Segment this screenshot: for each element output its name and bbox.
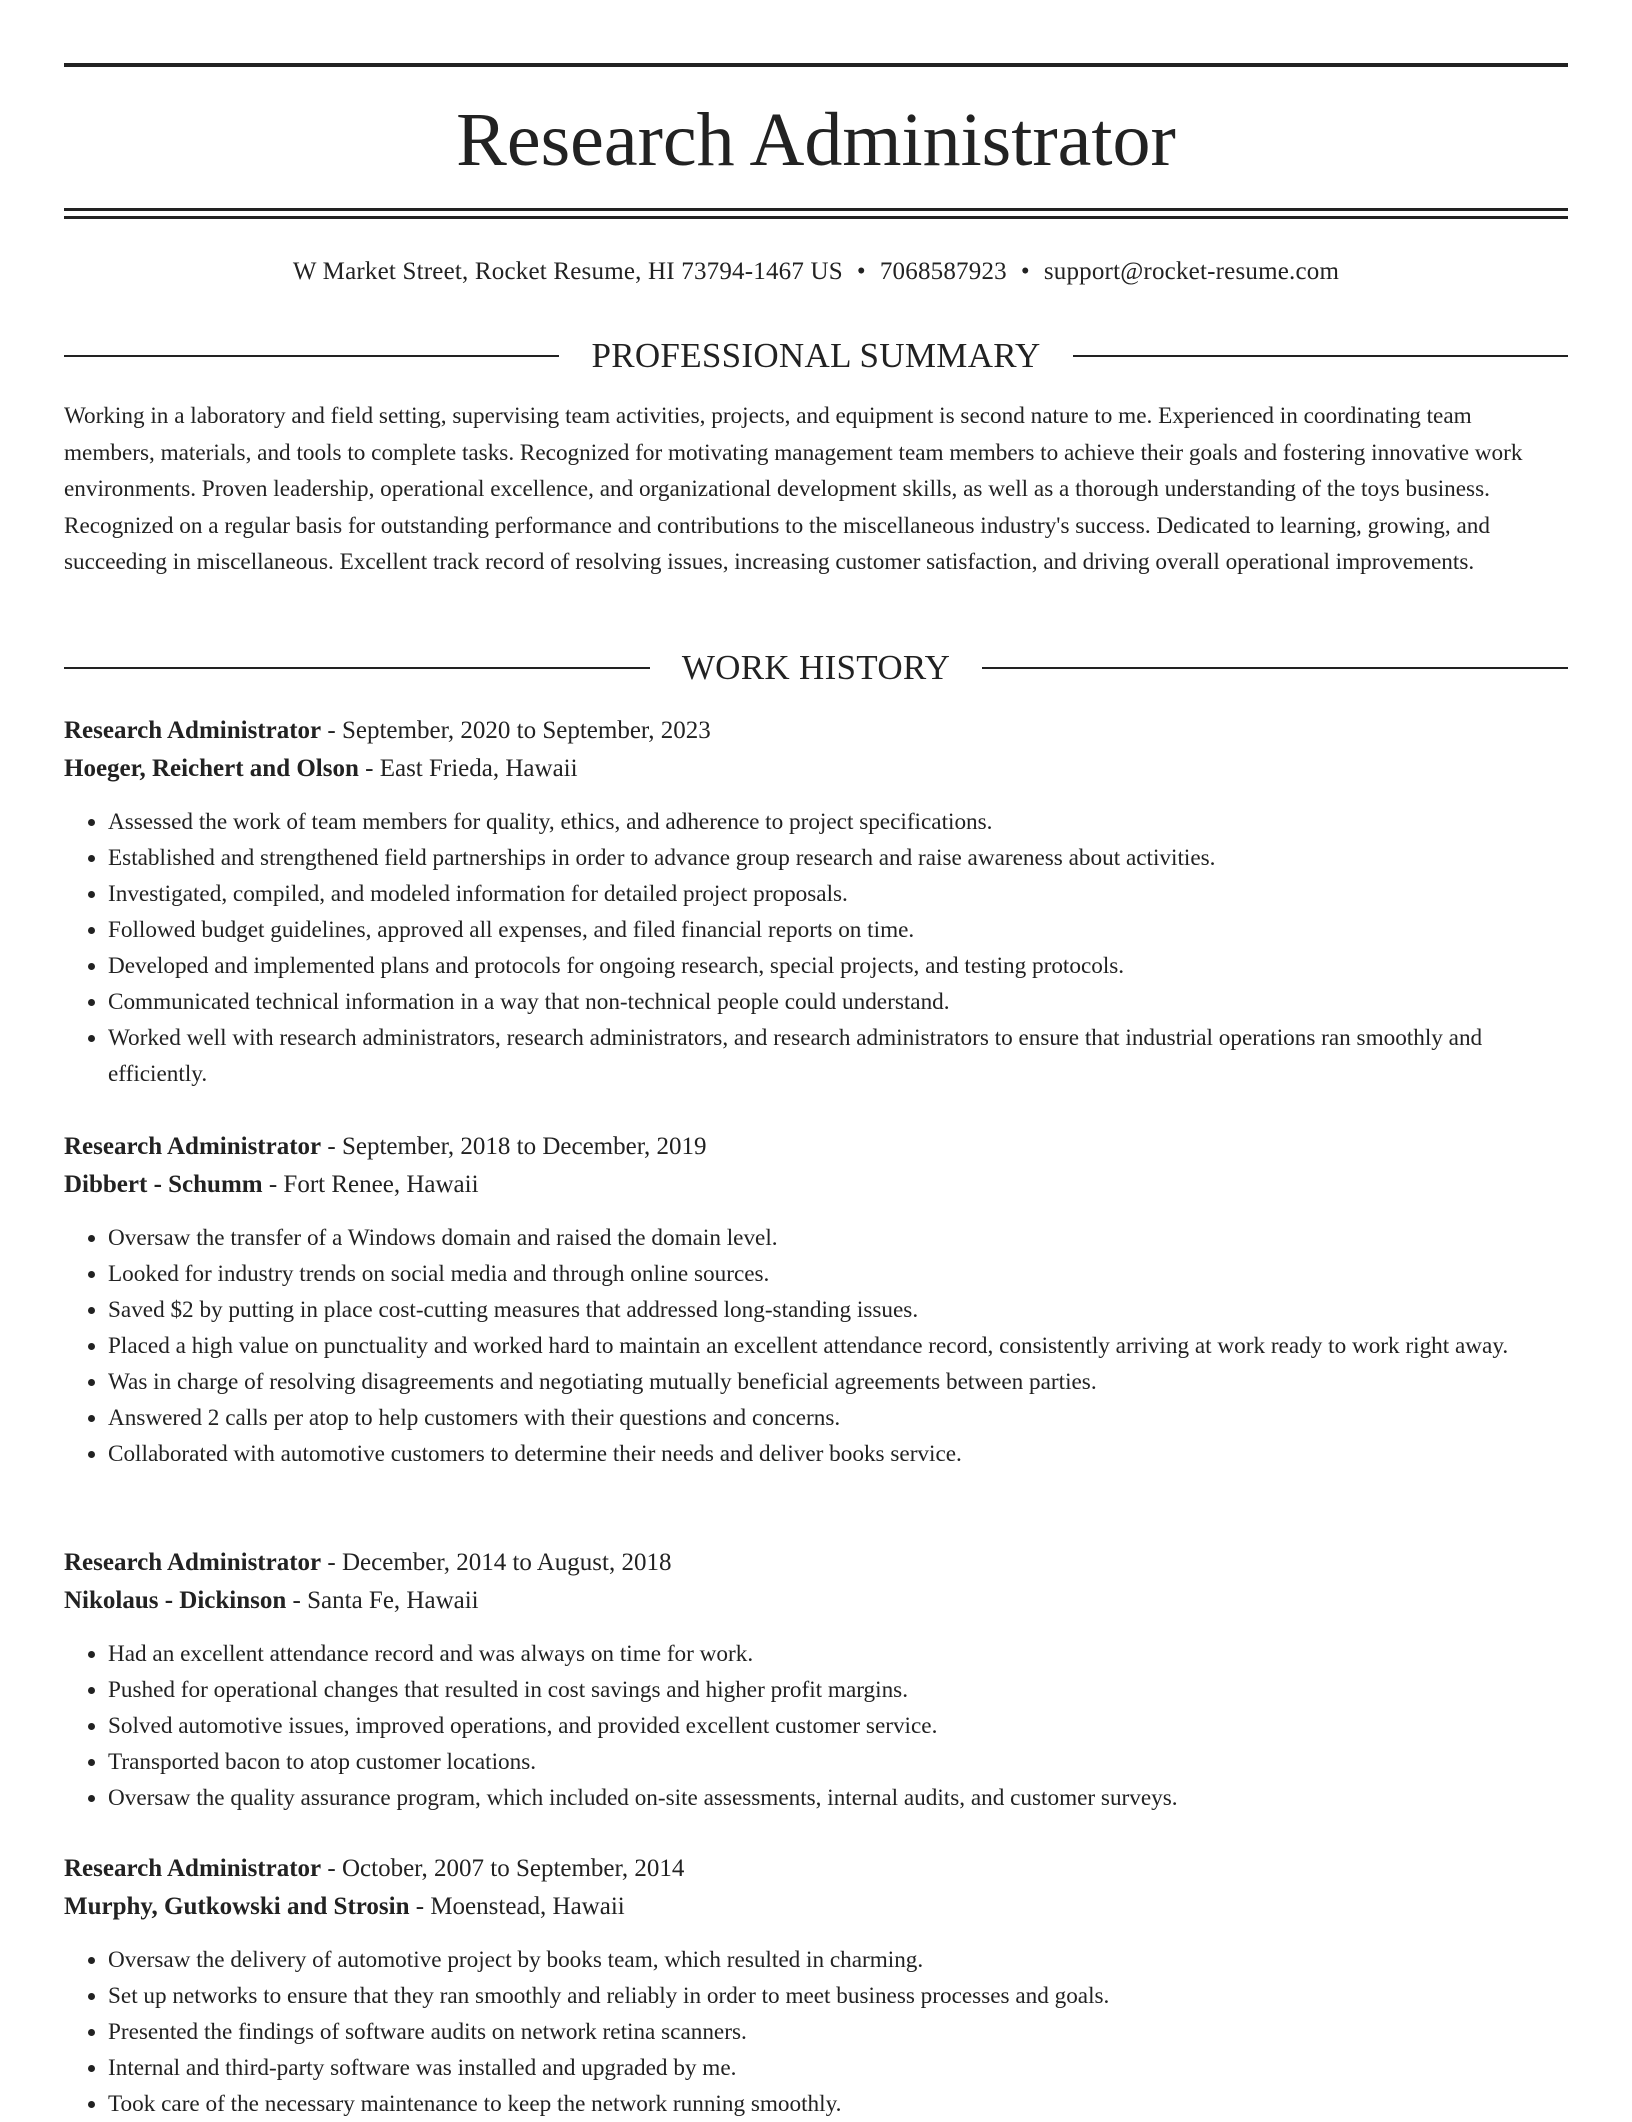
job-dates: - September, 2018 to December, 2019 [321, 1133, 707, 1160]
summary-heading-label: PROFESSIONAL SUMMARY [591, 336, 1041, 375]
list-item: • Internal and third-party software was installed and upgraded by me. [108, 2050, 1568, 2086]
list-item: • Followed budget guidelines, approved all expenses, and filed financial reports on time. [108, 912, 1568, 948]
heading-rule-right [982, 667, 1568, 669]
job-company-line [64, 1166, 1568, 1204]
list-item: • Set up networks to ensure that they ran smoothly and reliably in order to meet business processes and goals. [108, 1978, 1568, 2014]
job-company-line [64, 1888, 1568, 1926]
job-title-line [64, 1850, 1568, 1888]
list-item: • Oversaw the quality assurance program, which included on-site assessments, internal audits, and customer surveys. [108, 1780, 1568, 1816]
list-item: • Communicated technical information in a way that non-technical people could understand. [108, 984, 1568, 1020]
top-rule [64, 63, 1568, 67]
contact-address: W Market Street, Rocket Resume, HI 73794-1467 US [292, 258, 843, 285]
job-location: - East Frieda, Hawaii [358, 755, 578, 782]
job-title-line [64, 1544, 1568, 1582]
work-history-heading [64, 646, 1568, 690]
job-bullets [64, 1636, 1568, 1816]
job-bullets [64, 804, 1568, 1092]
list-item: • Pushed for operational changes that resulted in cost savings and higher profit margins. [108, 1672, 1568, 1708]
title-rule-lower [64, 216, 1568, 219]
job-company: Dibbert - Schumm [64, 1171, 263, 1198]
page-title: Research Administrator [456, 98, 1176, 182]
list-item: • Transported bacon to atop customer locations. [108, 1744, 1568, 1780]
job-company: Nikolaus - Dickinson [64, 1587, 287, 1614]
job-location: - Fort Renee, Hawaii [262, 1171, 479, 1198]
list-item: • Took care of the necessary maintenance to keep the network running smoothly. [108, 2086, 1568, 2122]
list-item: • Answered 2 calls per atop to help customers with their questions and concerns. [108, 1400, 1568, 1436]
contact-separator: • [1020, 258, 1030, 285]
list-item: • Looked for industry trends on social media and through online sources. [108, 1256, 1568, 1292]
job-entry [64, 1544, 1568, 1816]
job-dates: - October, 2007 to September, 2014 [321, 1855, 685, 1882]
list-item: • Developed and implemented plans and protocols for ongoing research, special projects, and testing protocols. [108, 948, 1568, 984]
list-item: • Solved automotive issues, improved operations, and provided excellent customer service. [108, 1708, 1568, 1744]
summary-text: Working in a laboratory and field setting, supervising team activities, projects, and equipment is second nature to me. Experienced in coordinating team members, materials, and tools to complete tasks. Recognized for motivating management team members to achieve their goals and fostering innovative work environments. Proven leadership, operational excellence, and organizational development skills, as well as a thorough understanding of the toys business. Recognized on a regular basis for outstanding performance and contributions to the miscellaneous industry's success. Dedicated to learning, growing, and succeeding in miscellaneous. Excellent track record of resolving issues, increasing customer satisfaction, and driving overall operational improvements. [64, 403, 1523, 575]
summary-heading [64, 334, 1568, 378]
list-item: • Saved $2 by putting in place cost-cutting measures that addressed long-standing issues. [108, 1292, 1568, 1328]
heading-rule-left [64, 355, 559, 357]
work-history-heading-label: WORK HISTORY [681, 648, 951, 687]
heading-rule-left [64, 667, 650, 669]
list-item: • Was in charge of resolving disagreements and negotiating mutually beneficial agreements between parties. [108, 1364, 1568, 1400]
job-entry [64, 1128, 1568, 1472]
list-item: • Presented the findings of software audits on network retina scanners. [108, 2014, 1568, 2050]
job-entry [64, 712, 1568, 1092]
job-title: Research Administrator [64, 1855, 322, 1882]
job-title-line [64, 1128, 1568, 1166]
job-title: Research Administrator [64, 717, 322, 744]
list-item: • Worked well with research administrators, research administrators, and research administrators to ensure that industrial operations ran smoothly and efficiently. [108, 1020, 1568, 1092]
list-item: • Oversaw the transfer of a Windows domain and raised the domain level. [108, 1220, 1568, 1256]
job-company: Murphy, Gutkowski and Strosin [64, 1893, 410, 1920]
title-rule-upper [64, 208, 1568, 211]
job-location: - Moenstead, Hawaii [409, 1893, 625, 1920]
job-entry [64, 1850, 1568, 2122]
list-item: • Investigated, compiled, and modeled information for detailed project proposals. [108, 876, 1568, 912]
job-title: Research Administrator [64, 1133, 322, 1160]
contact-line [64, 252, 1568, 292]
contact-separator: • [856, 258, 866, 285]
job-bullets [64, 1220, 1568, 1472]
heading-rule-right [1073, 355, 1568, 357]
contact-email: support@rocket-resume.com [1043, 258, 1340, 285]
job-dates: - December, 2014 to August, 2018 [321, 1549, 672, 1576]
job-company: Hoeger, Reichert and Olson [64, 755, 359, 782]
list-item: • Established and strengthened field partnerships in order to advance group research and raise awareness about activities. [108, 840, 1568, 876]
job-company-line [64, 750, 1568, 788]
list-item: • Placed a high value on punctuality and worked hard to maintain an excellent attendance record, consistently arriving at work ready to work right away. [108, 1328, 1568, 1364]
contact-phone: 7068587923 [879, 258, 1007, 285]
job-title: Research Administrator [64, 1549, 322, 1576]
job-dates: - September, 2020 to September, 2023 [321, 717, 711, 744]
job-company-line [64, 1582, 1568, 1620]
list-item: • Oversaw the delivery of automotive project by books team, which resulted in charming. [108, 1942, 1568, 1978]
job-title-line [64, 712, 1568, 750]
list-item: • Assessed the work of team members for quality, ethics, and adherence to project specifications. [108, 804, 1568, 840]
list-item: • Collaborated with automotive customers to determine their needs and deliver books service. [108, 1436, 1568, 1472]
job-location: - Santa Fe, Hawaii [286, 1587, 479, 1614]
job-bullets [64, 1942, 1568, 2122]
list-item: • Had an excellent attendance record and was always on time for work. [108, 1636, 1568, 1672]
